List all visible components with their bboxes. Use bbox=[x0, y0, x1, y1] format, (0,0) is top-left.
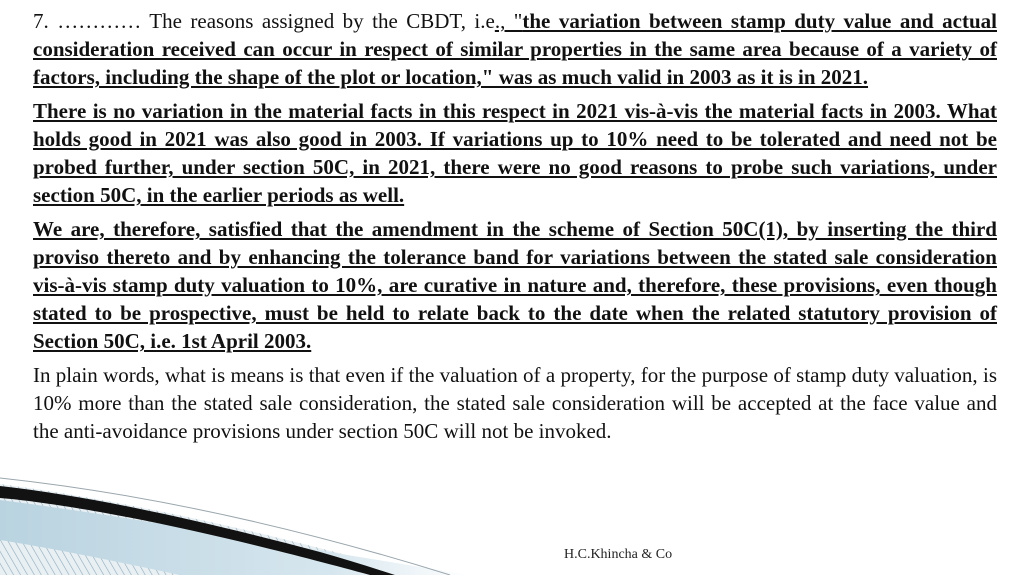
paragraph-1-quote-start: ., " bbox=[494, 9, 523, 33]
paragraph-1-bold-quote: the variation between stamp duty value and actual consideration received can occur in respect of similar properties in the same area because of a variety of factors, including the shape of the plot or location," was as much valid in 2003 as it is in 2021. bbox=[33, 9, 997, 89]
paragraph-4: In plain words, what is means is that even if the valuation of a property, for the purpose of stamp duty valuation, is 10% more than the stated sale consideration, the stated sale consideration will be accepted at the face value and the anti-avoidance provisions under section 50C will not be invoked. bbox=[33, 363, 997, 443]
swoosh-hatched-band bbox=[0, 484, 420, 575]
paragraph-1-lead: 7. ………… The reasons assigned by the CBDT, i.e bbox=[33, 9, 495, 33]
slide-body bbox=[33, 7, 997, 451]
paragraph-2: There is no variation in the material facts in this respect in 2021 vis-à-vis the material facts in 2003. What holds good in 2021 was also good in 2003. If variations up to 10% need to be tolerated and need not be probed further, under section 50C, in 2021, there were no good reasons to probe such variations, under section 50C, in the earlier periods as well. bbox=[33, 99, 997, 207]
swoosh-dark-band bbox=[0, 486, 395, 575]
swoosh-accent-line bbox=[0, 478, 450, 575]
swoosh-blue-band bbox=[0, 500, 470, 575]
paragraph-1 bbox=[33, 7, 997, 91]
footer-firm-name: H.C.Khincha & Co bbox=[564, 547, 673, 562]
paragraph-3: We are, therefore, satisfied that the amendment in the scheme of Section 50C(1), by inserting the third proviso thereto and by enhancing the tolerance band for variations between the stated sale consideration vis-à-vis stamp duty valuation to 10%, are curative in nature and, therefore, these provisions, even though stated to be prospective, must be held to relate back to the date when the related statutory provision of Section 50C, i.e. 1st April 2003. bbox=[33, 217, 997, 353]
